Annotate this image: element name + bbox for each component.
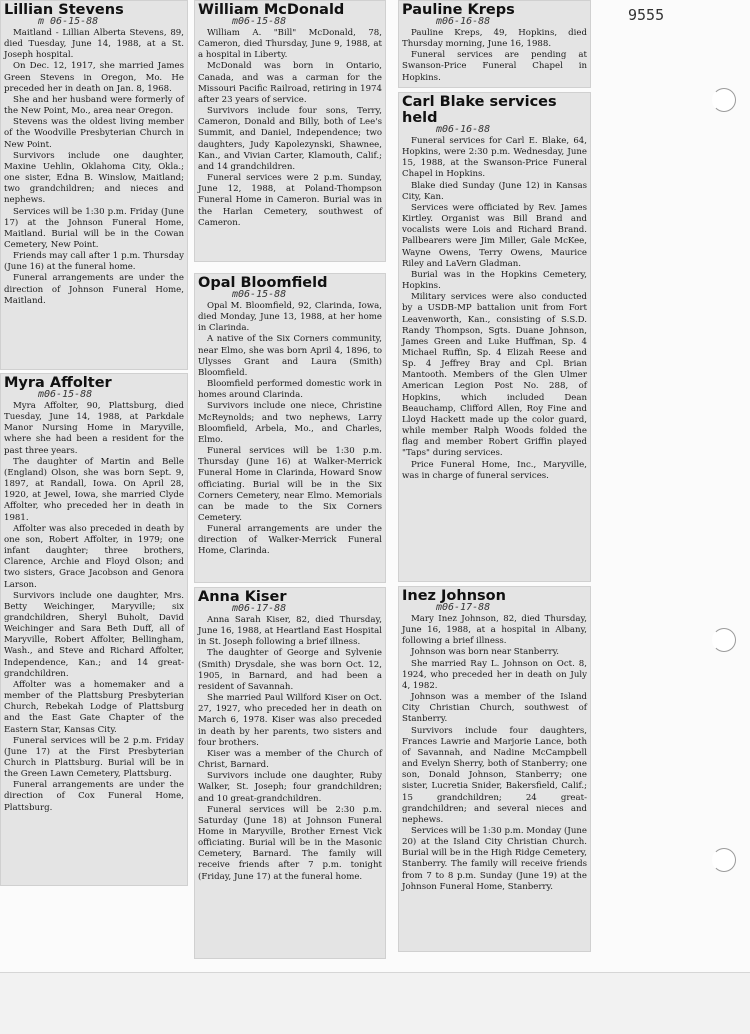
obituary-paragraph: On Dec. 12, 1917, she married James Green Stevens in Oregon, Mo. He preceded her in death on Jan. 8, 1968. [4, 61, 184, 94]
obituary-clipping [194, 587, 386, 959]
obituary-headline: Myra Affolter [4, 375, 112, 391]
obituary-paragraph: Burial was in the Hopkins Cemetery, Hopkins. [402, 269, 587, 292]
handwritten-date-note: m06-15-88 [232, 16, 287, 27]
obituary-headline: Lillian Stevens [4, 2, 124, 18]
obituary-paragraph: Mary Inez Johnson, 82, died Thursday, June 16, 1988, at a hospital in Albany, following a brief illness. [402, 614, 587, 647]
obituary-paragraph: Anna Sarah Kiser, 82, died Thursday, June 16, 1988, at Heartland East Hospital in St. Joseph following a brief illness. [198, 615, 382, 648]
obituary-paragraph: Services will be 1:30 p.m. Friday (June 17) at the Johnson Funeral Home, Maitland. Burial will be in the Cowan Cemetery, New Point. [4, 206, 184, 250]
obituary-clipping [194, 273, 386, 583]
obituary-paragraph: Johnson was a member of the Island City Christian Church, southwest of Stanberry. [402, 692, 587, 725]
obituary-paragraph: Blake died Sunday (June 12) in Kansas City, Kan. [402, 180, 587, 202]
obituary-paragraph: McDonald was born in Ontario, Canada, and was a carman for the Missouri Pacific Railroad, retiring in 1974 after 23 years of service. [198, 61, 382, 105]
obituary-paragraph: She married Ray L. Johnson on Oct. 8, 1924, who preceded her in death on July 4, 1982. [402, 658, 587, 691]
handwritten-date-note: m 06-15-88 [38, 16, 99, 27]
obituary-paragraph: Pauline Kreps, 49, Hopkins, died Thursday morning, June 16, 1988. [402, 28, 587, 50]
obituary-paragraph: A native of the Six Corners community, near Elmo, she was born April 4, 1896, to Ulysses Grant and Laura (Smith) Bloomfield. [198, 334, 382, 378]
handwritten-date-note: m06-16-88 [436, 16, 491, 27]
obituary-paragraph: Services will be 1:30 p.m. Monday (June 20) at the Island City Christian Church. Burial will be in the High Ridge Cemetery, Stanberry. The family will receive friends from 7 to 8 p.m. Sunday (June 19) at the Johnson Funeral Home, Stanberry. [402, 825, 587, 892]
handwritten-date-note: m06-17-88 [232, 603, 287, 614]
obituary-paragraph: Survivors include one daughter, Ruby Walker, St. Joseph; four grandchildren; and 10 great-grandchildren. [198, 771, 382, 804]
obituary-headline: Anna Kiser [198, 589, 287, 605]
handwritten-date-note: m06-16-88 [436, 124, 491, 135]
obituary-paragraph: Funeral arrangements are under the direction of Johnson Funeral Home, Maitland. [4, 273, 184, 306]
obituary-clipping [0, 373, 188, 886]
obituary-headline: Opal Bloomfield [198, 275, 328, 291]
obituary-paragraph: Affolter was also preceded in death by one son, Robert Affolter, in 1979; one infant daughter; three brothers, Clarence, Archie and Floyd Olson; and two sisters, Grace Jacobson and Genora Larson. [4, 523, 184, 590]
punch-hole-icon [712, 848, 736, 872]
obituary-headline: Carl Blake services held [402, 94, 557, 126]
obituary-paragraph: Survivors include four sons, Terry, Cameron, Donald and Billy, both of Lee's Summit, and Daniel, Independence; two daughters, Judy Kapolezynski, Shawnee, Kan., and Vivian Carter, Klamouth, Calif.; and 14 grandchildren. [198, 106, 382, 172]
obituary-paragraph: William A. "Bill" McDonald, 78, Cameron, died Thursday, June 9, 1988, at a hospital in Liberty. [198, 28, 382, 61]
obituary-clipping [194, 0, 386, 262]
obituary-paragraph: Funeral arrangements are under the direction of Cox Funeral Home, Plattsburg. [4, 780, 184, 813]
page-number: 9555 [628, 6, 665, 24]
obituary-paragraph: Johnson was born near Stanberry. [411, 647, 560, 658]
obituary-paragraph: Affolter was a homemaker and a member of the Plattsburg Presbyterian Church, Rebekah Lodge of Plattsburg and the East Gate Chapter of the Eastern Star, Kansas City. [4, 679, 184, 735]
obituary-paragraph: Survivors include one daughter, Mrs. Betty Weichinger, Maryville; six grandchildren, Sheryl Buholt, David Weichinger and Sara Beth Duff, all of Maryville, Robert Affolter, Bellingham, Wash., and Steve and Richard Affolter, Independence, Kan.; and 14 great-grandchildren. [4, 590, 184, 679]
obituary-paragraph: Bloomfield performed domestic work in homes around Clarinda. [198, 379, 382, 401]
obituary-clipping [0, 0, 188, 370]
obituary-paragraph: Funeral services for Carl E. Blake, 64, Hopkins, were 2:30 p.m. Wednesday, June 15, 1988, at the Swanson-Price Funeral Chapel in Hopkins. [402, 136, 587, 180]
obituary-paragraph: Price Funeral Home, Inc., Maryville, was in charge of funeral services. [402, 459, 587, 481]
punch-hole-icon [712, 88, 736, 112]
obituary-paragraph: Funeral arrangements are under the direction of Walker-Merrick Funeral Home, Clarinda. [198, 524, 382, 557]
obituary-headline: Inez Johnson [402, 588, 506, 604]
handwritten-date-note: m06-15-88 [38, 389, 93, 400]
obituary-paragraph: Funeral services are pending at Swanson-Price Funeral Chapel in Hopkins. [402, 50, 587, 83]
obituary-paragraph: Opal M. Bloomfield, 92, Clarinda, Iowa, died Monday, June 13, 1988, at her home in Clarinda. [198, 301, 382, 334]
obituary-paragraph: Survivors include one daughter, Maxine Uehlin, Oklahoma City, Okla.; one sister, Edna B. Winslow, Maitland; two grandchildren; and nieces and nephews. [4, 150, 184, 206]
obituary-clipping [398, 92, 591, 582]
obituary-paragraph: Maitland - Lillian Alberta Stevens, 89, died Tuesday, June 14, 1988, at a St. Joseph hospital. [4, 28, 184, 61]
obituary-paragraph: Myra Affolter, 90, Plattsburg, died Tuesday, June 14, 1988, at Parkdale Manor Nursing Home in Maryville, where she had been a resident for the past three years. [4, 401, 184, 456]
obituary-paragraph: Kiser was a member of the Church of Christ, Barnard. [198, 748, 382, 771]
obituary-paragraph: She married Paul Willford Kiser on Oct. 27, 1927, who preceded her in death on March 6, 1978. Kiser was also preceded in death by her parents, two sisters and four brothers. [198, 693, 382, 748]
obituary-paragraph: Funeral services will be 2:30 p.m. Saturday (June 18) at Johnson Funeral Home in Maryville, Brother Ernest Vick officiating. Burial will be in the Masonic Cemetery, Barnard. The family will receive friends after 7 p.m. tonight (Friday, June 17) at the funeral home. [198, 804, 382, 882]
handwritten-date-note: m06-15-88 [232, 289, 287, 300]
obituary-paragraph: Funeral services will be 1:30 p.m. Thursday (June 16) at Walker-Merrick Funeral Home in Clarinda, Howard Snow officiating. Burial will be in the Six Corners Cemetery, near Elmo. Memorials can be made to the Six Corners Cemetery. [198, 446, 382, 523]
obituary-paragraph: The daughter of Martin and Belle (England) Olson, she was born Sept. 9, 1897, at Randall, Iowa. On April 28, 1920, at Jewel, Iowa, she married Clyde Affolter, who preceded her in death in 1981. [4, 456, 184, 523]
punch-hole-icon [712, 628, 736, 652]
obituary-paragraph: Friends may call after 1 p.m. Thursday (June 16) at the funeral home. [4, 251, 184, 273]
obituary-paragraph: Services were officiated by Rev. James Kirtley. Organist was Bill Brand and vocalists were Lois and Richard Brand. Pallbearers were Jim Miller, Gale McKee, Wayne Owens, Terry Owens, Maurice Riley and LaVern Gladman. [402, 202, 587, 269]
obituary-clipping [398, 586, 591, 952]
obituary-paragraph: She and her husband were formerly of the New Point, Mo., area near Oregon. [4, 94, 184, 117]
obituary-paragraph: Funeral services will be 2 p.m. Friday (June 17) at the First Presbyterian Church in Plattsburg. Burial will be in the Green Lawn Cemetery, Plattsburg. [4, 735, 184, 780]
obituary-paragraph: Stevens was the oldest living member of the Woodville Presbyterian Church in New Point. [4, 117, 184, 150]
obituary-headline: Pauline Kreps [402, 2, 515, 18]
handwritten-date-note: m06-17-88 [436, 602, 491, 613]
obituary-paragraph: Survivors include one niece, Christine McReynolds; and two nephews, Larry Bloomfield, Arbela, Mo., and Charles, Elmo. [198, 401, 382, 445]
obituary-headline: William McDonald [198, 2, 345, 18]
obituary-paragraph: The daughter of George and Sylvenie (Smith) Drysdale, she was born Oct. 12, 1905, in Barnard, and had been a resident of Savannah. [198, 648, 382, 692]
obituary-paragraph: Funeral services were 2 p.m. Sunday, June 12, 1988, at Poland-Thompson Funeral Home in Cameron. Burial was in the Harlan Cemetery, southwest of Cameron. [198, 173, 382, 228]
obituary-paragraph: Military services were also conducted by a USDB-MP battalion unit from Fort Leavenworth, Kan., consisting of S.S.D. Randy Thompson, Sgts. Duane Johnson, James Green and Luke Huffman, Sp. 4 Michael Ruffin, Sp. 4 Elizah Reese and Sp. 4 Jeffrey Bray and Cpl. Brian Mantooth. Members of the Glen Ulmer American Legion Post No. 288, of Hopkins, which included Dean Beauchamp, Clifford Allen, Roy Fine and Lloyd Hackett made up the color guard, while member Ralph Woods folded the flag and member Robert Griffin played "Taps" during services. [402, 292, 587, 459]
obituary-paragraph: Survivors include four daughters, Frances Lawrie and Marjorie Lance, both of Savannah, and Nadine McCampbell and Evelyn Sherry, both of Stanberry; one son, Donald Johnson, Stanberry; one sister, Lucretia Snider, Bakersfield, Calif.; 15 grandchildren; 24 great-grandchildren; and several nieces and nephews. [402, 725, 587, 825]
obituary-clipping [398, 0, 591, 88]
page-bottom-edge [0, 972, 750, 1034]
